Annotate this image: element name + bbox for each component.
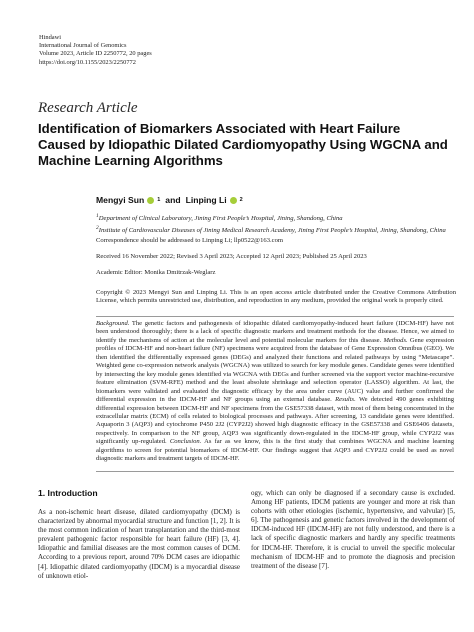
publication-dates: Received 16 November 2022; Revised 3 April 2023; Accepted 12 April 2023; Published 25 April 2023 [96, 253, 367, 260]
abstract-label: Results. [335, 396, 356, 404]
doi-link[interactable]: https://doi.org/10.1155/2023/2250772 [39, 58, 136, 66]
article-type: Research Article [38, 100, 138, 116]
affiliation-marker: 2 [239, 197, 243, 203]
abstract-text: We detected 490 genes exhibiting differential expression between IDCM-HF and NF specimens from the GSE57338 dataset, with most of them being concentrated in the extracellular matrix (ECM) of cells related to biological processes and pathways. After screening, 13 candidate genes were identified. Aquaporin 3 (AQP3) and cytochrome P450 2J2 (CYP2J2) showed high diagnostic efficacy in the GSE57338 and GSE6406 datasets, respectively. In comparison to the NF group, AQP3 was significantly down-regulated in the IDCM-HF group, while CYP2J2 was significantly up-regulated. [96, 396, 455, 446]
section-heading: 1. Introduction [38, 488, 98, 498]
affiliations [96, 212, 446, 235]
affiliation-marker: 2 [96, 224, 99, 231]
abstract-text: The genetic factors and pathogenesis of idiopathic dilated cardiomyopathy-induced heart failure (IDCM-HF) have not been understood thoroughly; there is a lack of specific diagnostic markers and treatment methods for the disease. Hence, we aimed to identify the mechanisms of action at the molecular level and potential molecular markers for this disease. [96, 320, 454, 344]
body-column-right: ogy, which can only be diagnosed if a secondary cause is excluded. Among HF patients, IDCM patients are younger and more at risk than cohorts with other etiologies (ischemic, hypertensive, and valvular) [5, 6]. The pathogenesis and genetic factors involved in the development of IDCM-induced HF (IDCM-HF) are not fully understood, and there is a lack of specific diagnostic markers and hardly any specific treatments for IDCM-HF. Therefore, it is crucial to unveil the specific molecular mechanism of IDCM-HF and to promote the diagnosis and precision treatment of the disease [7]. [251, 489, 455, 570]
abstract-label: Conclusion. [169, 438, 202, 446]
copyright-notice: Copyright © 2023 Mengyi Sun and Linping Li. This is an open access article distributed under the Creative Commons Attribution License, which permits unrestricted use, distribution, and reproduction in any medium, provided the original work is properly cited. [96, 289, 456, 305]
author-list [96, 195, 243, 205]
volume-line: Volume 2023, Article ID 2250772, 20 pages [39, 50, 152, 58]
orcid-icon[interactable] [230, 197, 237, 204]
author-name[interactable]: Mengyi Sun [96, 195, 145, 205]
affiliation-1 [96, 212, 436, 224]
author-connector: and [165, 195, 181, 205]
affiliation-text: Institute of Cardiovascular Diseases of Jining Medical Research Academy, Jining First People’s Hospital, Jining, Shandong, China [98, 226, 446, 234]
journal-header [39, 34, 152, 67]
abstract [96, 320, 454, 464]
author-name[interactable]: Linping Li [185, 195, 227, 205]
abstract-text: Gene expression profiles of IDCM-HF and non-heart failure (NF) specimens were acquired from the database of Gene Expression Omnibus (GEO). We then identified the differentially expressed genes (DEGs) and analyzed their functions and related pathways by using “Metascape”. Weighted gene co-expression network analysis (WGCNA) was utilized to search for key module genes. Candidate genes were identified by intersecting the key module genes identified via WGCNA with DEGs and further screened via the support vector machine-recursive feature elimination (SVM-RFE) method and the least absolute shrinkage and selection operator (LASSO) algorithm. At last, the biomarkers were validated and evaluated the diagnostic efficacy by the area under curve (AUC) value and further confirmed the differential expression in the IDCM-HF and NF groups using an external database. [96, 336, 455, 404]
affiliation-text: Department of Clinical Laboratory, Jining First People’s Hospital, Jining, Shandong, China [98, 215, 343, 223]
divider [96, 471, 454, 472]
abstract-text: As far as we know, this is the first study that combines WGCNA and machine learning algorithms to screen for potential biomarkers of IDCM-HF. Our findings suggest that AQP3 and CYP2J2 could be used as novel diagnostic markers and treatment targets of IDCM-HF. [96, 438, 455, 463]
affiliation-marker: 1 [157, 197, 161, 203]
divider [96, 316, 454, 317]
correspondence: Correspondence should be addressed to Linping Li; llp0522@163.com [96, 237, 284, 244]
academic-editor: Academic Editor: Monika Dmitrzak-Weglarz [96, 269, 216, 276]
affiliation-2 [96, 224, 446, 236]
publisher-name: Hindawi [39, 34, 62, 41]
orcid-icon[interactable] [147, 197, 154, 204]
abstract-label: Background. [96, 320, 130, 327]
article-title: Identification of Biomarkers Associated with Heart Failure Caused by Idiopathic Dilated Cardiomyopathy Using WGCNA and Machine Learning Algorithms [38, 121, 448, 169]
body-column-left: As a non-ischemic heart disease, dilated cardiomyopathy (DCM) is characterized by abnormal myocardial structure and function [1, 2]. It is the most common indication of heart transplantation and the third-most prevalent pathogenic factor responsible for heart failure (HF) [3, 4]. Idiopathic and familial diseases are the most common causes of DCM. According to a previous report, around 70% DCM cases are idiopathic [4]. Idiopathic dilated cardiomyopathy (IDCM) is a myocardial disease of unknown etiol- [38, 508, 240, 580]
abstract-label: Methods. [383, 336, 408, 344]
journal-name: International Journal of Genomics [39, 42, 127, 50]
affiliation-marker: 1 [96, 213, 99, 219]
